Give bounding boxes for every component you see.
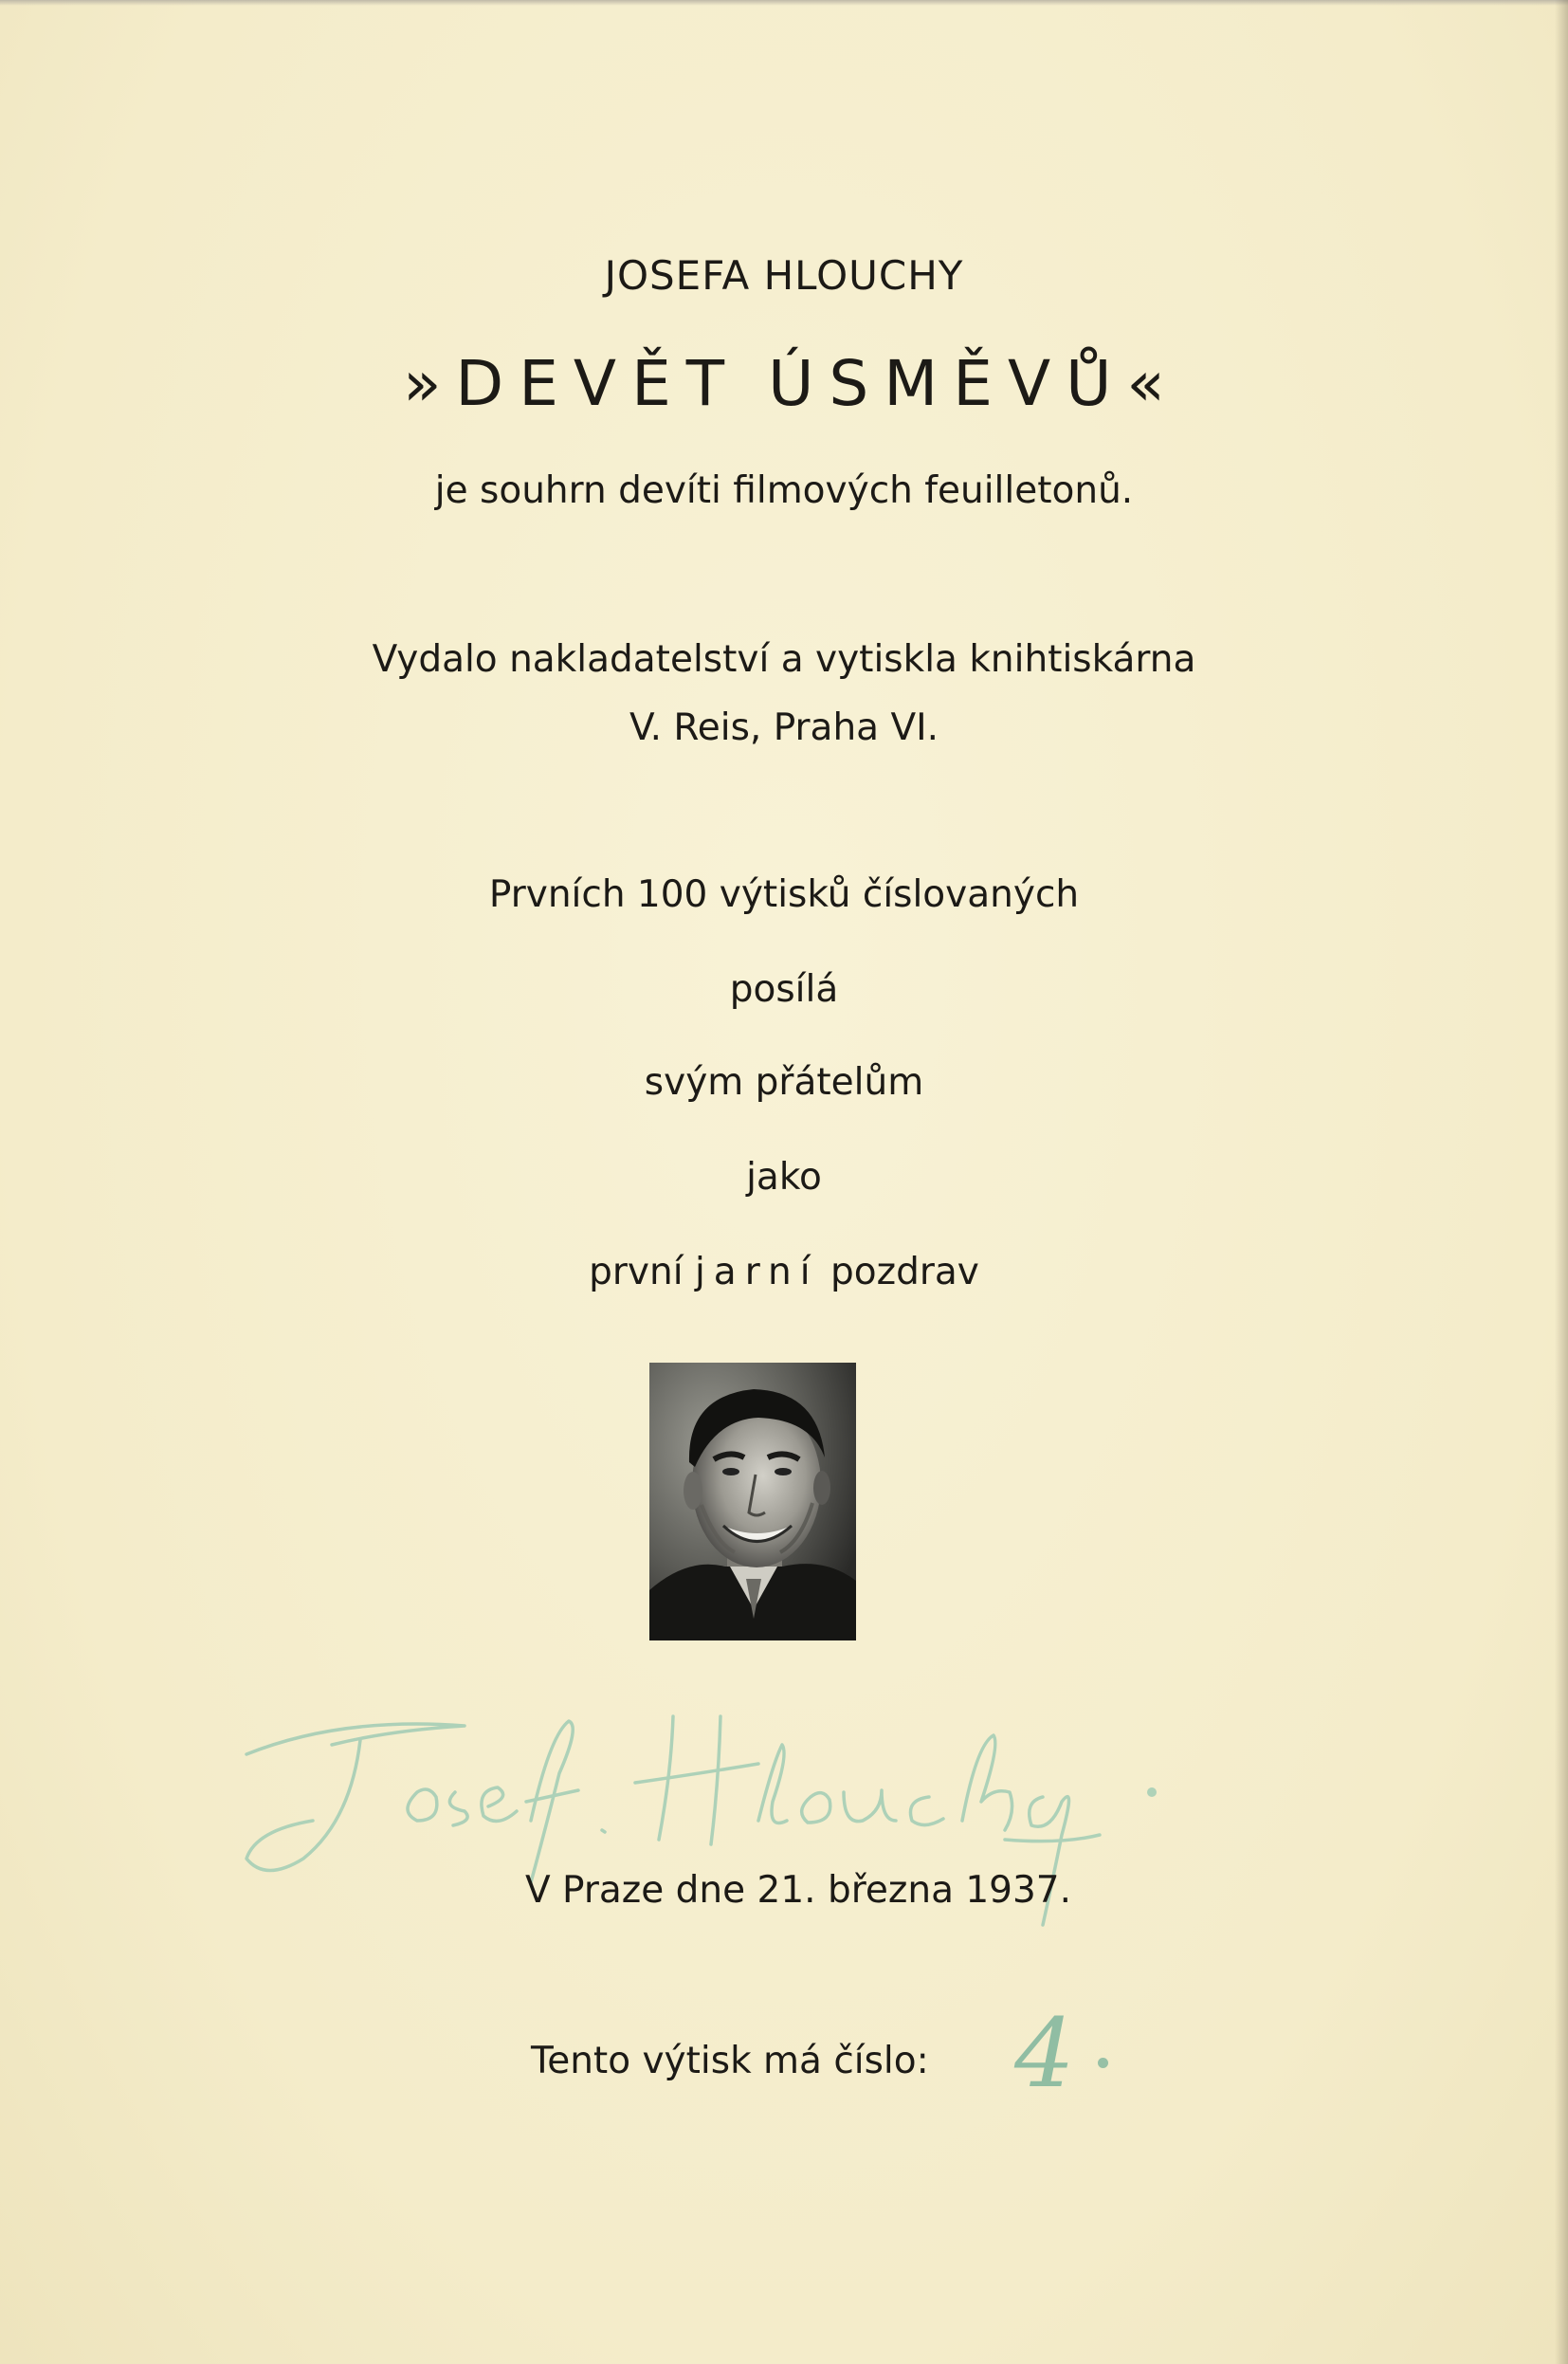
date-line: V Praze dne 21. března 1937.	[524, 1869, 1072, 1912]
dedication-line-4: jako	[746, 1156, 822, 1199]
handwritten-copy-number: 4	[1014, 1998, 1075, 2109]
greeting-suffix: pozdrav	[818, 1251, 979, 1293]
author-portrait-photo	[649, 1363, 856, 1640]
copy-number-dot	[1098, 2058, 1108, 2068]
greeting-prefix: první	[589, 1251, 695, 1293]
dedication-line-3: svým přátelům	[644, 1061, 924, 1104]
copy-number-label: Tento výtisk má číslo:	[531, 2040, 929, 2082]
dedication-line-1: Prvních 100 výtisků číslovaných	[488, 873, 1080, 916]
subtitle: je souhrn devíti filmových feuilletonů.	[434, 469, 1134, 512]
publisher-line-1: Vydalo nakladatelství a vytiskla knihtiskárna	[372, 638, 1196, 681]
title-open-quote: »	[403, 347, 456, 420]
title-word-1: DEVĚT	[455, 347, 740, 420]
author-name: JOSEFA HLOUCHY	[604, 252, 964, 299]
greeting-spaced-word: jarní	[694, 1251, 819, 1293]
book-title	[0, 347, 1568, 420]
dedication-line-5	[0, 1251, 1568, 1293]
title-close-quote: «	[1126, 347, 1180, 420]
page-top-edge-shadow	[0, 0, 1568, 6]
publisher-line-2: V. Reis, Praha VI.	[629, 706, 939, 749]
portrait-photo-icon	[649, 1363, 856, 1640]
dedication-line-2: posílá	[729, 968, 839, 1011]
title-word-2: ÚSMĚVŮ	[768, 347, 1127, 420]
